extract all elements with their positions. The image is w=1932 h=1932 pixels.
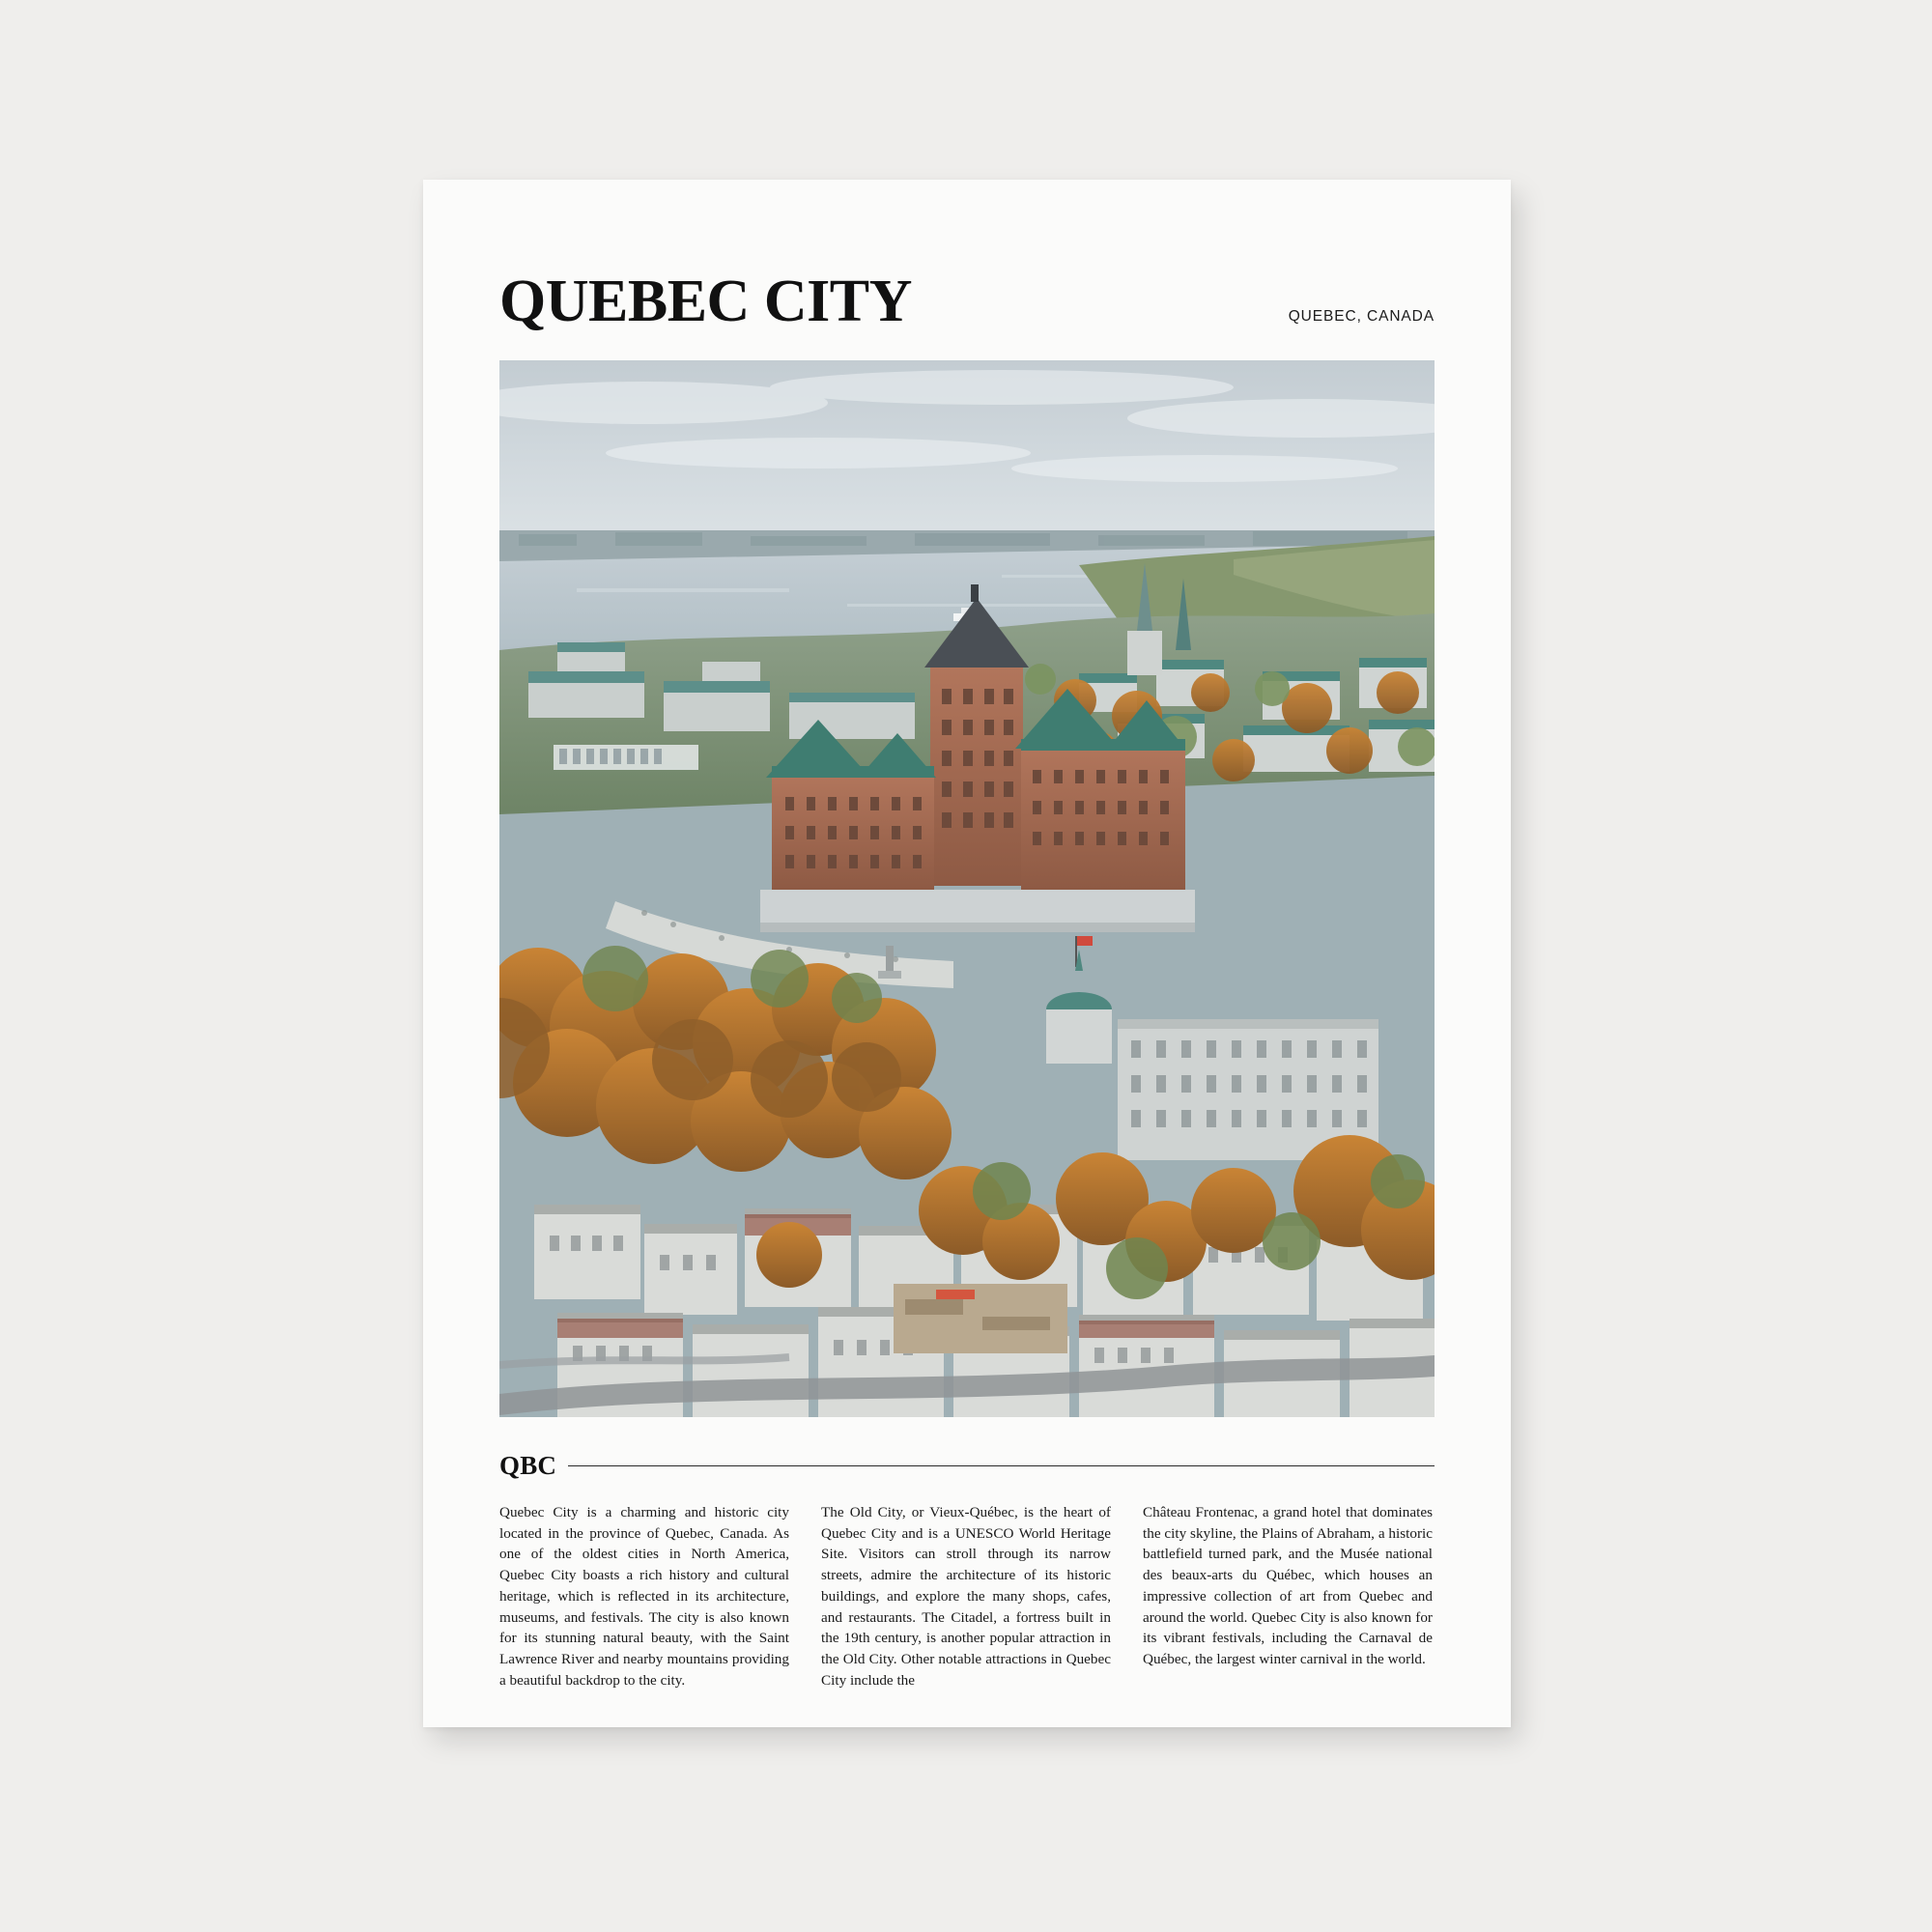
cityscape-illustration (499, 360, 1435, 1417)
description-column-1: Quebec City is a charming and historic city located in the province of Quebec, Canada. As one of the oldest cities in North America, Quebec City boasts a rich history and cultural heritage, which is reflected in its architecture, museums, and festivals. The city is also known for its stunning natural beauty, with the Saint Lawrence River and nearby mountains providing a beautiful backdrop to the city. (499, 1504, 789, 1689)
poster-description-columns (499, 1502, 1435, 1691)
page-title: QUEBEC CITY (499, 269, 912, 334)
city-code-label: QBC (499, 1451, 557, 1480)
poster-location-label: QUEBEC, CANADA (1288, 308, 1435, 325)
poster-photograph (499, 360, 1435, 1417)
poster-code-row (499, 1451, 1435, 1481)
description-column-3: Château Frontenac, a grand hotel that dominates the city skyline, the Plains of Abraham, a historic battlefield turned park, and the Musée national des beaux-arts du Québec, which houses an impressive collection of art from Quebec and around the world. Quebec City is also known for its vibrant festivals, including the Carnaval de Québec, the largest winter carnival in the world. (1143, 1504, 1433, 1668)
poster-sheet (423, 180, 1511, 1727)
poster-header (499, 269, 1435, 334)
divider-rule (568, 1465, 1435, 1466)
description-column-2: The Old City, or Vieux-Québec, is the heart of Quebec City and is a UNESCO World Heritage Site. Visitors can stroll through its narrow streets, admire the architecture of its historic buildings, and explore the many shops, cafes, and restaurants. The Citadel, a fortress built in the 19th century, is another popular attraction in the Old City. Other notable attractions in Quebec City include the (821, 1504, 1111, 1689)
